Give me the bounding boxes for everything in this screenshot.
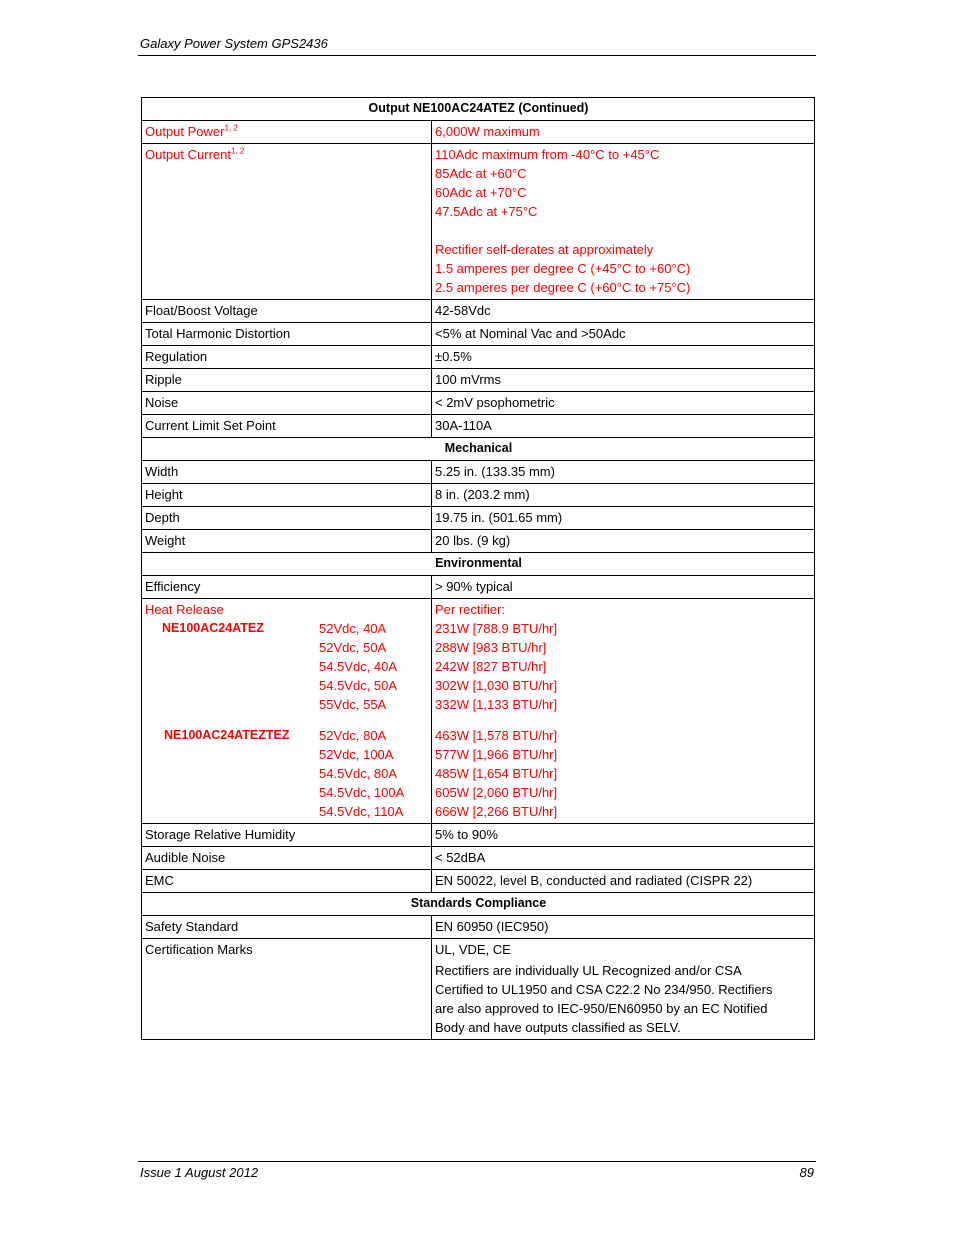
section-heading-output: Output NE100AC24ATEZ (Continued) — [142, 98, 815, 121]
condition-item: 54.5Vdc, 40A — [319, 659, 398, 674]
spec-value: 5.25 in. (133.35 mm) — [432, 461, 815, 484]
condition-item: 54.5Vdc, 100A — [319, 785, 405, 800]
heat-value: 231W [788.9 BTU/hr] — [435, 621, 558, 636]
spec-label: Height — [142, 484, 432, 507]
table-row — [142, 346, 815, 369]
spec-label: Width — [142, 461, 432, 484]
table-row — [142, 461, 815, 484]
table-row — [142, 939, 815, 1040]
cert-marks: UL, VDE, CE — [435, 942, 511, 957]
spec-label — [142, 144, 432, 300]
spec-value: ±0.5% — [432, 346, 815, 369]
spec-label: Weight — [142, 530, 432, 553]
heat-release-values — [432, 599, 815, 824]
spec-label: Noise — [142, 392, 432, 415]
output-power-label: Output Power — [145, 124, 225, 139]
spec-value: 5% to 90% — [432, 824, 815, 847]
table-row — [142, 300, 815, 323]
section-heading-mechanical: Mechanical — [142, 438, 815, 461]
section-heading-standards: Standards Compliance — [142, 893, 815, 916]
spec-value: EN 60950 (IEC950) — [432, 916, 815, 939]
condition-item: 54.5Vdc, 50A — [319, 678, 398, 693]
heat-header-value: Per rectifier: — [435, 602, 506, 617]
spec-value: <5% at Nominal Vac and >50Adc — [432, 323, 815, 346]
footnote-ref: 1, 2 — [224, 123, 238, 133]
cert-text-line: Body and have outputs classified as SELV. — [435, 1020, 681, 1035]
table-row — [142, 824, 815, 847]
condition-list — [319, 726, 404, 821]
condition-list — [319, 619, 397, 714]
condition-item: 52Vdc, 50A — [319, 640, 387, 655]
heat-model-group — [145, 726, 429, 821]
footnote-ref: 1, 2 — [231, 146, 245, 156]
spec-value: 6,000W maximum — [432, 121, 815, 144]
spec-label: Depth — [142, 507, 432, 530]
spec-value: EN 50022, level B, conducted and radiated (CISPR 22) — [432, 870, 815, 893]
current-line: 110Adc maximum from -40°C to +45°C — [435, 147, 660, 162]
current-line: 85Adc at +60°C — [435, 166, 527, 181]
page-header-title: Galaxy Power System GPS2436 — [140, 36, 328, 51]
spacer — [145, 714, 429, 726]
spec-label: EMC — [142, 870, 432, 893]
condition-item: 55Vdc, 55A — [319, 697, 387, 712]
spec-value: 100 mVrms — [432, 369, 815, 392]
heat-value: 302W [1,030 BTU/hr] — [435, 678, 558, 693]
heat-value: 288W [983 BTU/hr] — [435, 640, 547, 655]
section-heading-environmental: Environmental — [142, 553, 815, 576]
derate-line: 1.5 amperes per degree C (+45°C to +60°C) — [435, 261, 691, 276]
heat-release-cell — [142, 599, 432, 824]
spec-label: Ripple — [142, 369, 432, 392]
cert-text-line: Certified to UL1950 and CSA C22.2 No 234/950. Rectifiers — [435, 982, 773, 997]
spec-label: Regulation — [142, 346, 432, 369]
table-row — [142, 576, 815, 599]
spec-label: Certification Marks — [142, 939, 432, 1040]
cert-text-line: are also approved to IEC-950/EN60950 by an EC Notified — [435, 1001, 768, 1016]
footer-divider — [138, 1161, 816, 1162]
derate-line: 2.5 amperes per degree C (+60°C to +75°C) — [435, 280, 691, 295]
specification-table — [141, 97, 815, 1040]
heat-model-group — [145, 619, 429, 714]
table-row-heat-release — [142, 599, 815, 824]
condition-item: 54.5Vdc, 110A — [319, 804, 404, 819]
table-row — [142, 847, 815, 870]
spec-value: 20 lbs. (9 kg) — [432, 530, 815, 553]
condition-item: 52Vdc, 100A — [319, 747, 394, 762]
spec-value — [432, 144, 815, 300]
heat-value: 242W [827 BTU/hr] — [435, 659, 547, 674]
table-row — [142, 144, 815, 300]
table-row — [142, 323, 815, 346]
section-row-output — [142, 98, 815, 121]
condition-item: 54.5Vdc, 80A — [319, 766, 398, 781]
footer-issue-date: Issue 1 August 2012 — [140, 1165, 259, 1180]
current-line: 60Adc at +70°C — [435, 185, 527, 200]
spec-label: Storage Relative Humidity — [142, 824, 432, 847]
table-row — [142, 530, 815, 553]
current-line: 47.5Adc at +75°C — [435, 204, 538, 219]
heat-value: 605W [2,060 BTU/hr] — [435, 785, 558, 800]
spec-value: 19.75 in. (501.65 mm) — [432, 507, 815, 530]
model-name: NE100AC24ATEZTEZ — [164, 728, 290, 742]
table-row — [142, 916, 815, 939]
spec-label: Audible Noise — [142, 847, 432, 870]
spec-label: Total Harmonic Distortion — [142, 323, 432, 346]
spec-value: 30A-110A — [432, 415, 815, 438]
heat-value: 463W [1,578 BTU/hr] — [435, 728, 558, 743]
cert-text-line: Rectifiers are individually UL Recognized and/or CSA — [435, 963, 742, 978]
spec-value: < 52dBA — [432, 847, 815, 870]
section-row-environmental — [142, 553, 815, 576]
spec-label — [142, 121, 432, 144]
section-row-mechanical — [142, 438, 815, 461]
table-row — [142, 484, 815, 507]
heat-value: 332W [1,133 BTU/hr] — [435, 697, 558, 712]
table-row — [142, 392, 815, 415]
spec-value: < 2mV psophometric — [432, 392, 815, 415]
table-row — [142, 870, 815, 893]
table-row — [142, 415, 815, 438]
condition-item: 52Vdc, 80A — [319, 728, 387, 743]
table-row — [142, 507, 815, 530]
spec-value: > 90% typical — [432, 576, 815, 599]
section-row-standards — [142, 893, 815, 916]
spec-label: Float/Boost Voltage — [142, 300, 432, 323]
spacer — [435, 221, 812, 240]
condition-item: 52Vdc, 40A — [319, 621, 387, 636]
heat-value: 577W [1,966 BTU/hr] — [435, 747, 558, 762]
heat-value: 666W [2,266 BTU/hr] — [435, 804, 558, 819]
header-divider — [138, 55, 816, 56]
spec-label: Safety Standard — [142, 916, 432, 939]
spec-label: Current Limit Set Point — [142, 415, 432, 438]
heat-value: 485W [1,654 BTU/hr] — [435, 766, 558, 781]
heat-release-label: Heat Release — [145, 602, 224, 617]
spec-value — [432, 939, 815, 1040]
spec-label: Efficiency — [142, 576, 432, 599]
spacer — [435, 714, 812, 726]
page-number: 89 — [799, 1165, 814, 1180]
spec-value: 8 in. (203.2 mm) — [432, 484, 815, 507]
output-current-label: Output Current — [145, 147, 231, 162]
table-row — [142, 369, 815, 392]
spec-value: 42-58Vdc — [432, 300, 815, 323]
derate-line: Rectifier self-derates at approximately — [435, 242, 654, 257]
model-name: NE100AC24ATEZ — [162, 621, 264, 635]
table-row — [142, 121, 815, 144]
